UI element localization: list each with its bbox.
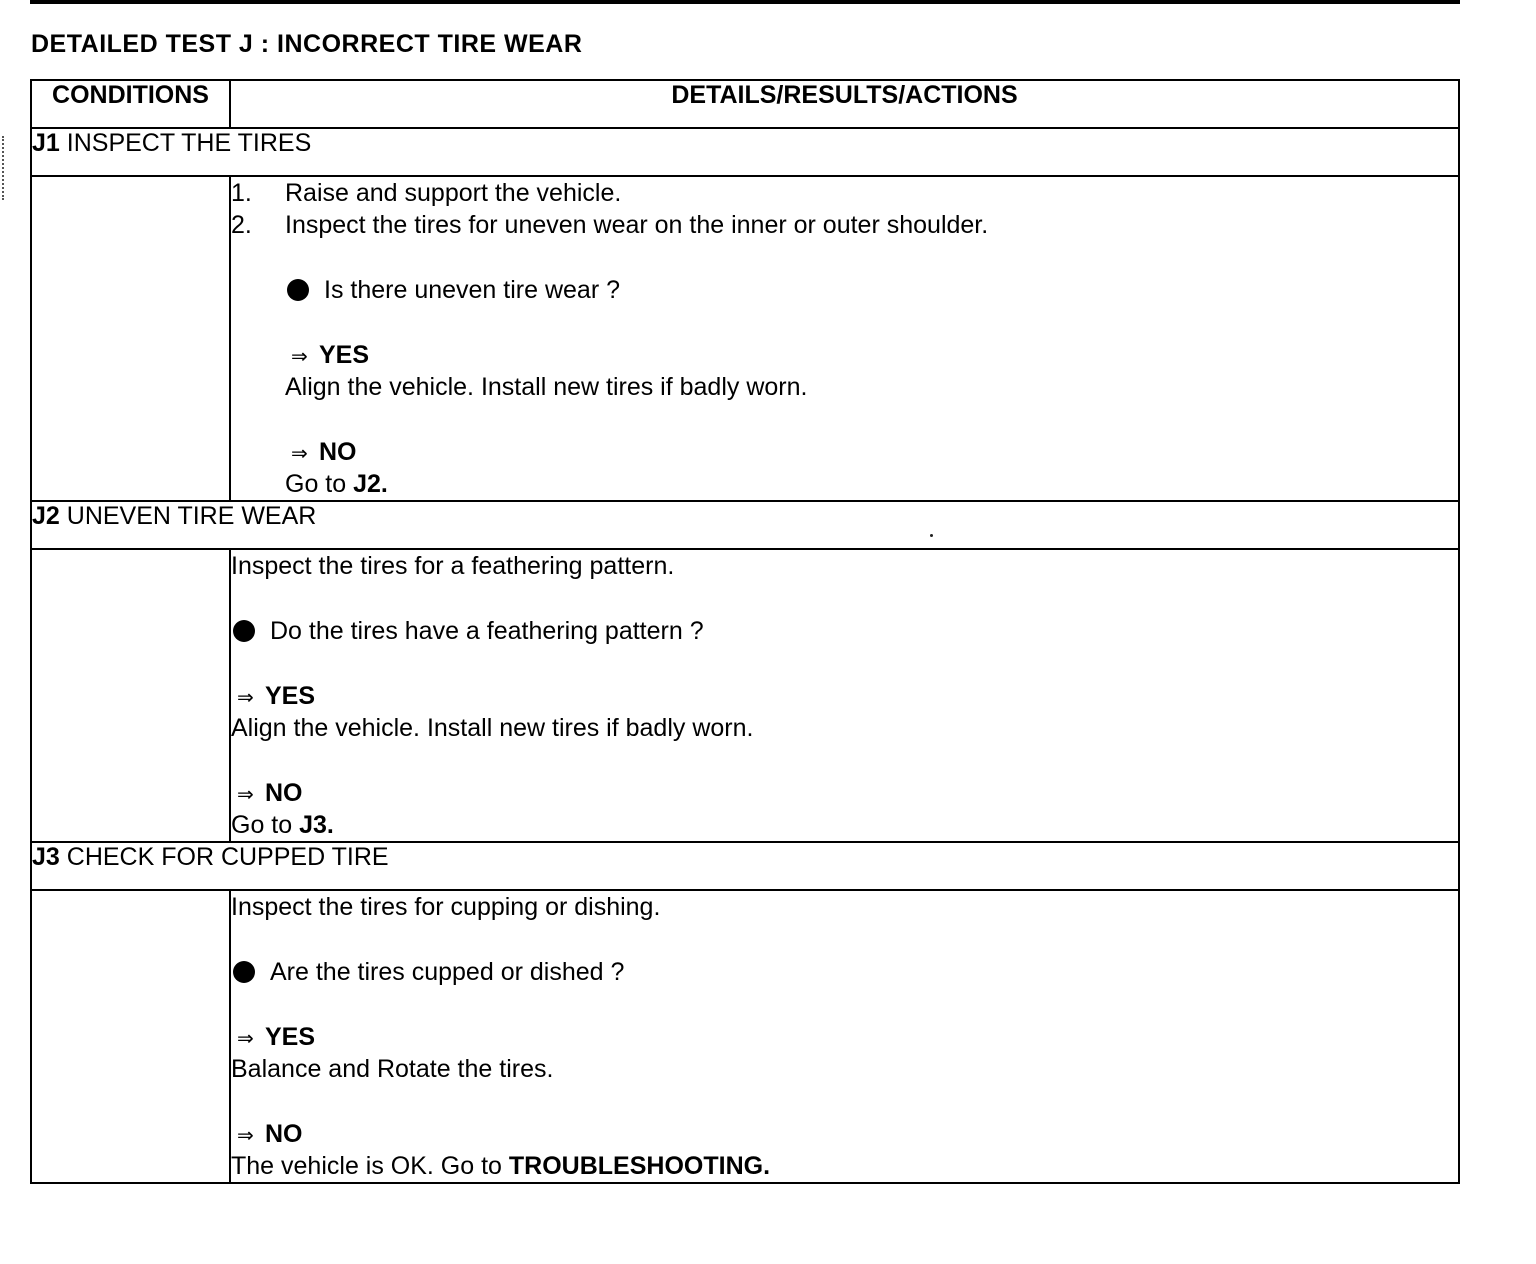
step-item [231, 177, 1458, 209]
bullet-icon [287, 279, 309, 301]
no-action [231, 468, 1458, 500]
no-action-text: Go to [231, 811, 300, 839]
conditions-cell [31, 890, 230, 1183]
header-details: DETAILS/RESULTS/ACTIONS [230, 80, 1459, 128]
scan-speck [930, 534, 933, 537]
no-action-text: The vehicle is OK. Go to [231, 1152, 509, 1180]
step-item [231, 209, 1458, 241]
details-cell-j1 [230, 176, 1459, 501]
arrow-icon: ⇒ [237, 687, 254, 709]
top-rule [30, 0, 1460, 4]
section-id: J3 [32, 843, 60, 871]
no-line [231, 1118, 1458, 1150]
yes-label: YES [319, 341, 370, 369]
question-line [231, 956, 1458, 988]
intro-text: Inspect the tires for cupping or dishing. [231, 893, 661, 921]
diagnostic-table [30, 79, 1460, 1184]
section-title-j2 [31, 501, 1459, 549]
step-number: 1. [231, 179, 252, 207]
section-title-j1 [31, 128, 1459, 176]
step-text: Inspect the tires for uneven wear on the inner or outer shoulder. [285, 211, 989, 239]
yes-action: Align the vehicle. Install new tires if badly worn. [285, 373, 808, 401]
bullet-icon [233, 961, 255, 983]
arrow-icon: ⇒ [291, 346, 308, 368]
question-text: Do the tires have a feathering pattern ? [270, 617, 704, 645]
page-title: DETAILED TEST J : INCORRECT TIRE WEAR [31, 30, 583, 58]
yes-line [231, 680, 1458, 712]
yes-label: YES [265, 682, 316, 710]
header-conditions: CONDITIONS [31, 80, 230, 128]
section-body-row [31, 176, 1459, 501]
question-line [231, 615, 1458, 647]
step-number: 2. [231, 211, 252, 239]
question-line [231, 274, 1458, 306]
no-line [231, 777, 1458, 809]
arrow-icon: ⇒ [237, 784, 254, 806]
goto-target: TROUBLESHOOTING. [508, 1152, 771, 1180]
yes-line [231, 1021, 1458, 1053]
margin-ticks [2, 136, 7, 200]
yes-label: YES [265, 1023, 316, 1051]
conditions-cell [31, 549, 230, 842]
goto-target: J2. [353, 470, 388, 498]
section-id: J1 [32, 129, 60, 157]
no-label: NO [265, 1120, 303, 1148]
section-header-row [31, 501, 1459, 549]
section-header-row [31, 842, 1459, 890]
question-text: Is there uneven tire wear ? [324, 276, 620, 304]
section-title: INSPECT THE TIRES [66, 129, 312, 157]
details-cell-j3 [230, 890, 1459, 1183]
no-label: NO [265, 779, 303, 807]
conditions-cell [31, 176, 230, 501]
no-action [231, 809, 1458, 841]
yes-line [231, 339, 1458, 371]
arrow-icon: ⇒ [237, 1125, 254, 1147]
section-title-j3 [31, 842, 1459, 890]
intro-text: Inspect the tires for a feathering pattern. [231, 552, 675, 580]
arrow-icon: ⇒ [291, 443, 308, 465]
section-title: UNEVEN TIRE WEAR [66, 502, 317, 530]
no-line [231, 436, 1458, 468]
no-action-text: Go to [285, 470, 354, 498]
arrow-icon: ⇒ [237, 1028, 254, 1050]
yes-action: Align the vehicle. Install new tires if badly worn. [231, 714, 754, 742]
table-header-row [31, 80, 1459, 128]
goto-target: J3. [299, 811, 334, 839]
no-action [231, 1150, 1458, 1182]
details-cell-j2 [230, 549, 1459, 842]
section-header-row [31, 128, 1459, 176]
yes-action: Balance and Rotate the tires. [231, 1055, 554, 1083]
section-body-row [31, 890, 1459, 1183]
bullet-icon [233, 620, 255, 642]
step-text: Raise and support the vehicle. [285, 179, 622, 207]
section-title: CHECK FOR CUPPED TIRE [66, 843, 389, 871]
no-label: NO [319, 438, 357, 466]
section-id: J2 [32, 502, 60, 530]
question-text: Are the tires cupped or dished ? [270, 958, 625, 986]
section-body-row [31, 549, 1459, 842]
